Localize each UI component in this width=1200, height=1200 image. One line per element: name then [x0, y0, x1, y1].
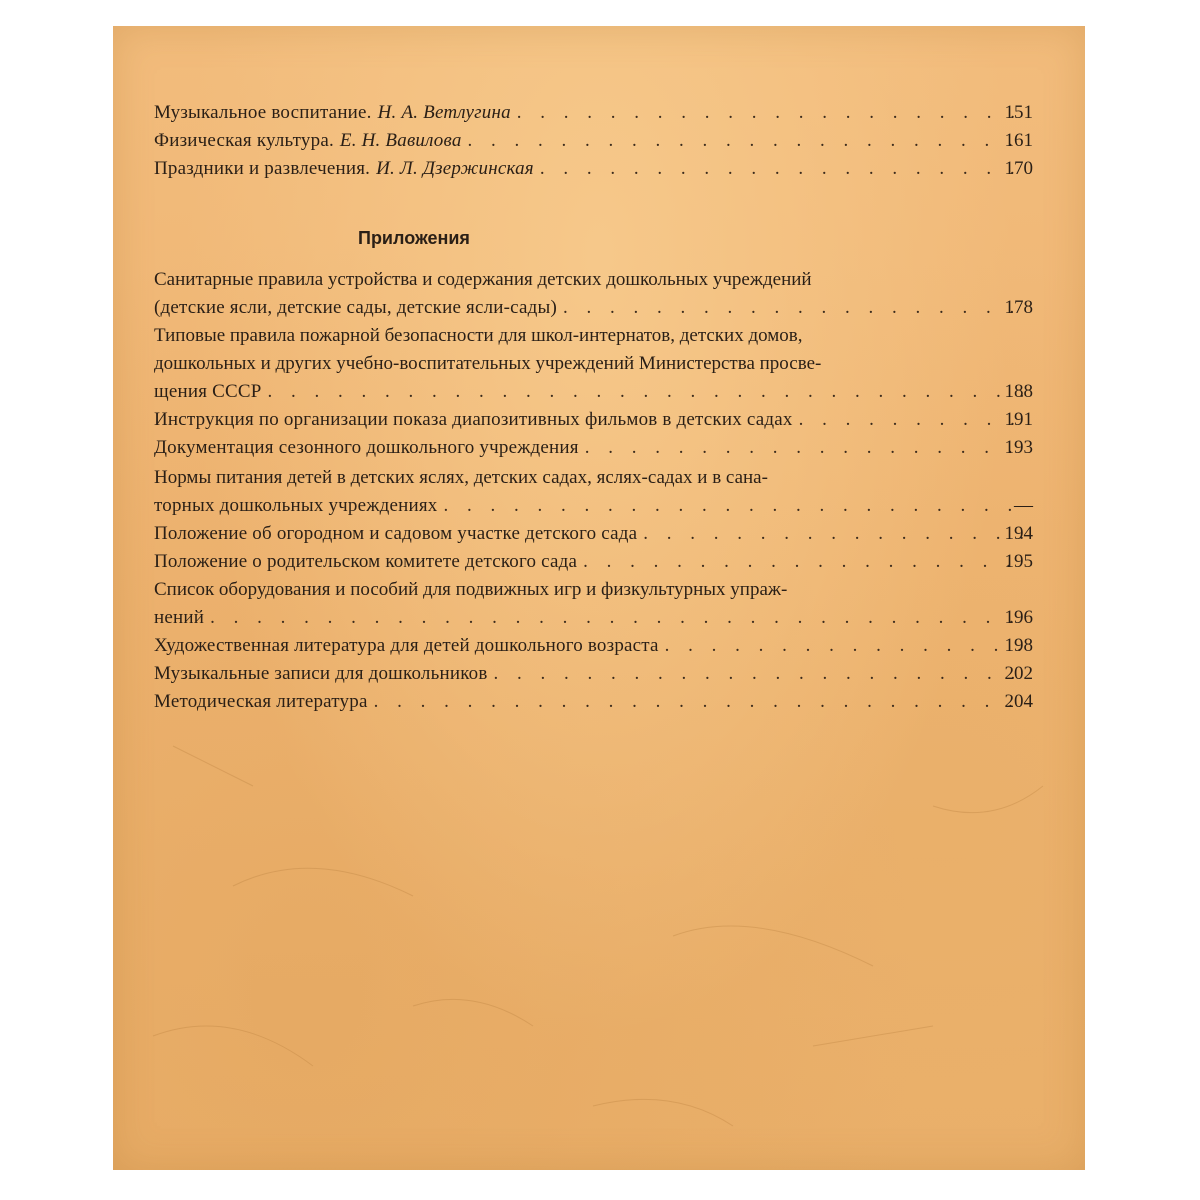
entry-text-line: Нормы питания детей в детских яслях, детских садах, яслях-садах и в сана- [154, 467, 768, 488]
leader-dots [267, 378, 1024, 406]
entry-title: Музыкальное воспитание. [154, 102, 372, 123]
toc-entry [154, 604, 1034, 632]
page-number: 193 [1004, 437, 1033, 458]
entry-author: Н. А. Ветлугина [377, 102, 511, 123]
toc-entry [154, 378, 1034, 406]
leader-dots [583, 548, 1024, 576]
toc-entry [154, 127, 1034, 155]
entry-title: Документация сезонного дошкольного учреждения [154, 437, 579, 458]
book-page [113, 26, 1085, 1170]
entry-text-line: дошкольных и других учебно-воспитательных учреждений Министерства просве- [154, 353, 822, 374]
page-number: 151 [1004, 102, 1033, 123]
entry-title: Физическая культура. [154, 130, 334, 151]
toc-entry [154, 660, 1034, 688]
section-heading: Приложения [358, 228, 470, 248]
page-number: 191 [1004, 409, 1033, 430]
toc-entry [154, 688, 1034, 716]
toc-entry [154, 520, 1034, 548]
table-of-contents [113, 26, 1085, 1170]
entry-title: (детские ясли, детские сады, детские ясли-сады) [154, 297, 558, 318]
entry-text-line: Список оборудования и пособий для подвижных игр и физкультурных упраж- [154, 579, 788, 600]
page-number: 178 [1004, 297, 1033, 318]
page-number: 188 [1004, 381, 1033, 402]
page-number: 194 [1004, 523, 1033, 544]
toc-entry [154, 294, 1034, 322]
toc-entry [154, 632, 1034, 660]
entry-text-line: Санитарные правила устройства и содержания детских дошкольных учреждений [154, 269, 812, 290]
entry-title: Положение о родительском комитете детского сада [154, 551, 578, 572]
page-number: 196 [1004, 607, 1033, 628]
entry-title: Инструкция по организации показа диапозитивных фильмов в детских садах [154, 409, 793, 430]
entry-title: Художественная литература для детей дошкольного возраста [154, 635, 659, 656]
leader-dots [468, 127, 1024, 155]
page-number: 161 [1004, 130, 1033, 151]
entry-title: Положение об огородном и садовом участке детского сада [154, 523, 638, 544]
leader-dots [540, 155, 1024, 183]
entry-title: щения СССР [154, 381, 262, 402]
page-number: 170 [1004, 158, 1033, 179]
entry-title: торных дошкольных учреждениях [154, 495, 438, 516]
page-number: 202 [1004, 663, 1033, 684]
leader-dots [443, 492, 1024, 520]
entry-title: Праздники и развлечения. [154, 158, 371, 179]
toc-entry [154, 434, 1034, 462]
entry-text-line: Типовые правила пожарной безопасности для школ-интернатов, детских домов, [154, 325, 803, 346]
toc-entry [154, 492, 1034, 520]
entry-title: нений [154, 607, 205, 628]
leader-dots [374, 688, 1024, 716]
page-number: 195 [1004, 551, 1033, 572]
leader-dots [494, 660, 1024, 688]
entry-title: Музыкальные записи для дошкольников [154, 663, 488, 684]
page-number: 204 [1004, 691, 1033, 712]
page-number: — [1014, 495, 1033, 516]
toc-entry [154, 406, 1034, 434]
page-number: 198 [1004, 635, 1033, 656]
toc-entry [154, 548, 1034, 576]
toc-entry [154, 99, 1034, 127]
leader-dots [517, 99, 1024, 127]
leader-dots [585, 434, 1024, 462]
entry-author: Е. Н. Вавилова [339, 130, 462, 151]
leader-dots [563, 294, 1024, 322]
entry-title: Методическая литература [154, 691, 368, 712]
toc-entry [154, 155, 1034, 183]
entry-author: И. Л. Дзержинская [376, 158, 534, 179]
leader-dots [210, 604, 1024, 632]
